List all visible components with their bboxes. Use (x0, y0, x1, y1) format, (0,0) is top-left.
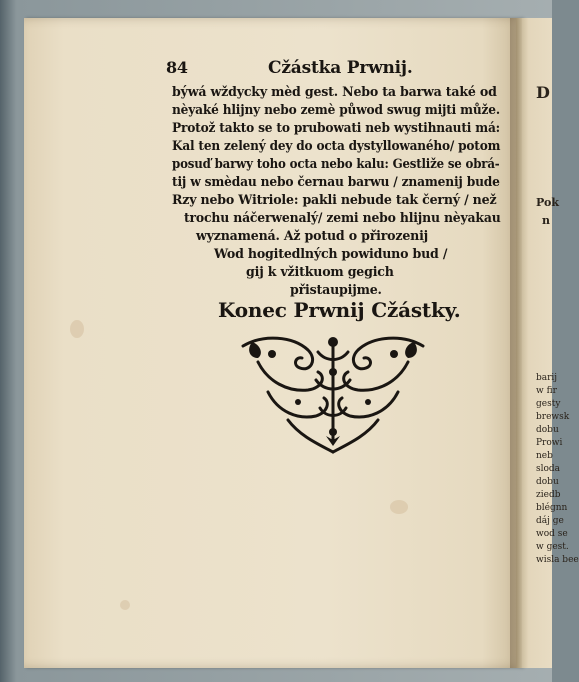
body-line: gij k vžitkuom gegich (246, 264, 394, 279)
body-line: Protož takto se to prubowati neb wystihnauti má: (172, 120, 500, 135)
body-line: tij w smèdau nebo černau barwu / znamenij bude (172, 174, 500, 189)
body-line: wyznamená. Až potud o přirozenij (196, 228, 429, 243)
right-page-fragment: wod se (536, 529, 568, 539)
body-line: nèyaké hlijny nebo zemè půwod swug mijti může. (172, 102, 500, 117)
right-page-fragment: D (536, 83, 550, 102)
right-page-fragment: w fir (536, 386, 557, 396)
book-gutter-shadow (510, 18, 522, 668)
right-page-fragment: dáj ge (536, 516, 564, 526)
right-page-fragment: ziedb (536, 490, 561, 500)
body-line: Rzy nebo Witriole: pakli nebude tak černý / než (172, 192, 497, 207)
right-page-fragment: dobu (536, 477, 559, 487)
paper-stain (70, 320, 84, 338)
body-line: přistaupijme. (290, 282, 382, 297)
right-page-fragment: brewsk (536, 412, 570, 422)
right-page-fragment: dobu (536, 425, 559, 435)
right-page-fragment: neb (536, 451, 553, 461)
right-page-fragment: barij (536, 373, 558, 383)
right-page-fragment: gesty (536, 399, 561, 409)
colophon-heading: Konec Prwnij Cžástky. (218, 298, 461, 322)
right-page-fragment: n (542, 214, 550, 227)
page-number: 84 (166, 58, 188, 77)
body-line: Wod hogitedlných powiduno bud / (214, 246, 448, 261)
body-line: býwá wždycky mèd gest. Nebo ta barwa také od (172, 84, 497, 99)
right-page-fragment: Prowi (536, 438, 563, 448)
body-line: trochu náčerwenalý/ zemi nebo hlijnu nèyakau (184, 210, 501, 225)
right-page-fragment: blégnn (536, 503, 568, 513)
paper-stain (390, 500, 408, 514)
body-line: posuď barwy toho octa nebo kalu: Gestliže se obrá- (172, 156, 500, 171)
paper-stain (120, 600, 130, 610)
right-page-fragment: Pok (536, 196, 559, 209)
floral-fleuron-ornament-icon (238, 332, 428, 456)
right-page-fragment: wisla bee (536, 555, 579, 565)
right-page-fragment: w gest. (536, 542, 569, 552)
running-title: Cžástka Prwnij. (268, 58, 413, 78)
right-page-fragment: sloda (536, 464, 561, 474)
body-line: Kal ten zelený dey do octa dystyllowaného/ potom (172, 138, 501, 153)
